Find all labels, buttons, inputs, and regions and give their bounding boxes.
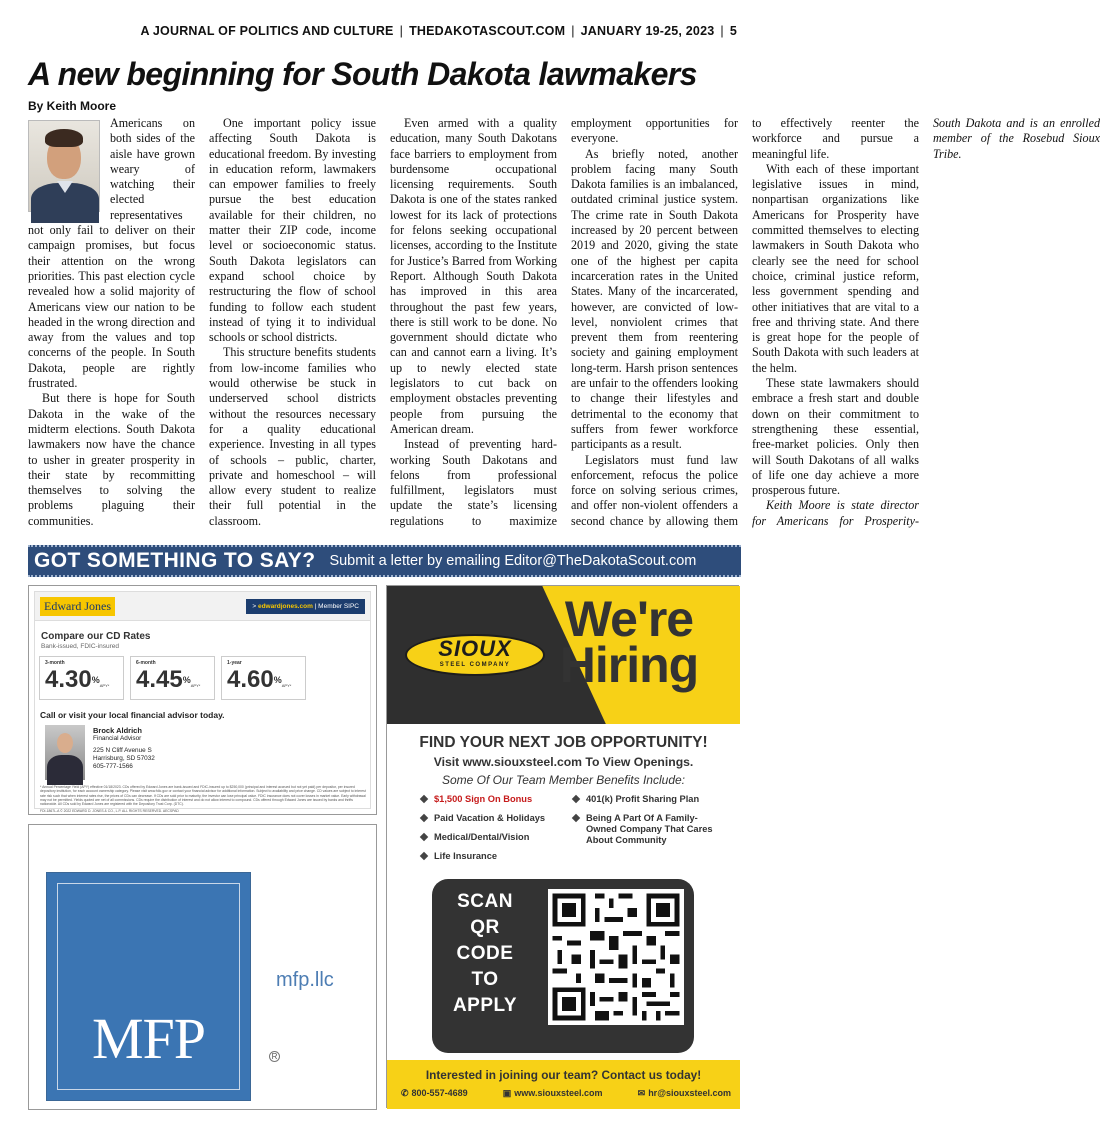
author-photo [28, 120, 100, 212]
edward-jones-ad[interactable] [28, 585, 377, 815]
benefit-item: Life Insurance [421, 851, 581, 862]
site-name: THEDAKOTASCOUT.COM [409, 24, 566, 38]
ej-subtitle: Bank-issued, FDIC-insured [41, 643, 120, 650]
article-paragraph: Instead of preventing hard-working South Dakotans and felons from professional fulfillment, legislators must update the state’s licensing regulations to maximize employment opportunities for everyone. [390, 116, 738, 528]
article-headline: A new beginning for South Dakota lawmakers [28, 56, 697, 92]
masthead: A JOURNAL OF POLITICS AND CULTURE | THEDAKOTASCOUT.COM | JANUARY 19-25, 2023 | 5 [140, 24, 737, 38]
ej-title: Compare our CD Rates [41, 631, 151, 642]
ej-fine-print: * Annual Percentage Yield (APY) effective 01/18/2023. CDs offered by Edward Jones are bank-issued and FDIC-insured up to $250,000 (principal and interest accrued but not yet paid) per depositor, per insured depository institution, for each account ownership category. Please visit www.fdic.gov or contact your financial advisor for additional information. Subject to availability and price change. CD values are subject to interest rate risk such that when interest rates rise, the prices of CDs can decrease. If CDs are sold prior to maturity, the investor can lose principal value. FDIC insurance does not cover losses in market value. Early withdrawal may not be permitted. Yields quoted are net of all commissions. CDs require the distribution of interest and do not allow interest to compound. CDs offered through Edward Jones are issued by banks and thrifts nationwide. All CDs sold by Edward Jones are registered with the Depository Trust Corp. (DTC). FDI-1867L-A © 2022 EDWARD D. JONES & CO., L.P. ALL RIGHTS RESERVED. AECSPAD [40, 785, 366, 814]
benefits-list-left [421, 794, 581, 870]
article-paragraph: With each of these important legislative issues in mind, nonpartisan organizations like Americans for Prosperity have committed themselves to electing lawmakers in South Dakota who clearly see the need for school choice, criminal justice reform, less government spending and other initiatives that are vital to a free and thriving state. And there is great hope for the people of South Dakota with such leaders at the helm. [752, 161, 919, 375]
qr-code[interactable] [548, 889, 684, 1025]
contact-row [401, 1088, 731, 1099]
benefit-item: $1,500 Sign On Bonus [421, 794, 581, 805]
article-paragraph: Americans on both sides of the aisle have grown weary of watching their elected representatives not only fail to deliver on their campaign promises, but focus their attention on the wrong priorities. This past election cycle revealed how a solid majority of Americans view our nation to be headed in the wrong direction and away from the values and top concerns of the people. In South Dakota, people are rightly frustrated. [28, 116, 195, 391]
article-paragraph: Legislators must fund law enforcement, refocus the police force on solving serious crimes, and offer non-violent offenders a second chance by allowing them to effectively reenter the workforce and pursue a meaningful life. [571, 116, 919, 528]
letters-banner [28, 545, 741, 577]
article-byline: By Keith Moore [28, 99, 117, 113]
journal-tagline: A JOURNAL OF POLITICS AND CULTURE [140, 24, 394, 38]
contact-call-to-action: Interested in joining our team? Contact us today! [425, 1068, 702, 1082]
benefit-item: Paid Vacation & Holidays [421, 813, 581, 824]
author-note: Keith Moore is state director for Americans for Prosperity-South Dakota and is an enrolled member of the Rosebud Sioux Tribe. [752, 116, 1100, 528]
hiring-headline: We're Hiring [559, 591, 699, 693]
article-paragraph: Even armed with a quality education, many South Dakotans face barriers to employment from burdensome occupational licensing requirements. South Dakota is one of the states ranked lowest for its lack of protections for felons seeking occupational licenses, according to the Institute for Justice’s Barred from Working Report. Although South Dakota has improved in this area throughout the past few years, there is still work to be done. No government should dictate who can and cannot earn a living. It’s up to newly elected state legislators to cut back on employment obstacles preventing people from pursuing the American dream. [390, 116, 557, 436]
job-headline: FIND YOUR NEXT JOB OPPORTUNITY! [419, 734, 708, 751]
phone-icon: ✆ [401, 1088, 409, 1098]
advisor-photo [45, 725, 85, 780]
issue-date: JANUARY 19-25, 2023 [580, 24, 715, 38]
mfp-ad[interactable] [28, 824, 377, 1110]
article-paragraph: These state lawmakers should embrace a fresh start and double down on their commitment to strengthening these essential, free-market policies. Only then will South Dakotans of all walks of life one day achieve a more prosperous future. [752, 376, 919, 498]
article-paragraph: This structure benefits students from low-income families who would otherwise be stuck in underserved school districts without the resources necessary for a quality educational experience. Investing in all types of schools – public, charter, private and homeschool – will allow every student to realize their full potential in the classroom. [209, 345, 376, 528]
article-paragraph: But there is hope for South Dakota in the wake of the midterm elections. South Dakota lawmakers now have the chance to usher in greater prosperity in their state by recommitting themselves to solving the problems plaguing their communities. [28, 391, 195, 528]
banner-email-text[interactable]: Submit a letter by emailing Editor@TheDakotaScout.com [329, 553, 697, 569]
banner-headline: GOT SOMETHING TO SAY? [34, 549, 316, 572]
benefit-item: Being A Part Of A Family-Owned Company That Cares About Community [573, 813, 723, 846]
cd-rate-1-year: 1-year 4.60%APY* [221, 656, 306, 700]
article-body [28, 116, 1100, 536]
edward-jones-logo: Edward Jones [40, 597, 115, 616]
article-paragraph: As briefly noted, another problem facing many South Dakota families is an imbalanced, outdated criminal justice system. The crime rate in South Dakota increased by 20 percent between 2019 and 2020, giving the state one of the highest per capita incarceration rates in the United States. Many of the incarcerated, however, are convicted of low-level, nonviolent crimes that prevent them from reentering society and gaining employment long-term. Harsh prison sentences are unfair to the offenders looking to change their lifestyles and detrimental to the economy that suffers from fewer workforce participants as a result. [571, 146, 738, 452]
email-contact[interactable]: ✉ hr@siouxsteel.com [637, 1088, 731, 1098]
edward-jones-url[interactable]: > edwardjones.com | Member SIPC [246, 599, 365, 614]
scan-instructions: SCAN QR CODE TO APPLY [452, 891, 518, 1016]
web-icon: ▣ [502, 1088, 512, 1098]
ej-call-to-action: Call or visit your local financial advisor today. [40, 710, 225, 720]
cd-rate-3-month: 3-month 4.30%APY* [39, 656, 124, 700]
web-contact[interactable]: ▣ www.siouxsteel.com [502, 1088, 603, 1098]
cd-rate-6-month: 6-month 4.45%APY* [130, 656, 215, 700]
advisor-info: Brock Aldrich Financial Advisor 225 N Cliff Avenue S Harrisburg, SD 57032 605-777-1566 [93, 726, 155, 770]
mfp-url[interactable]: mfp.llc [276, 969, 334, 991]
benefits-intro: Some Of Our Team Member Benefits Include: [442, 773, 685, 787]
registered-mark: R [269, 1051, 280, 1062]
benefit-item: 401(k) Profit Sharing Plan [573, 794, 723, 805]
mfp-logo: MFP [91, 1006, 206, 1071]
benefits-list-right [573, 794, 723, 854]
sioux-steel-ad[interactable] [386, 585, 739, 1108]
phone-contact[interactable]: ✆ 800-557-4689 [401, 1088, 468, 1098]
qr-panel [432, 879, 694, 1053]
email-icon: ✉ [637, 1088, 646, 1098]
article-paragraph: One important policy issue affecting South Dakota is educational freedom. By investing in education reform, lawmakers can empower families to freely pursue the best education available for their children, no matter their ZIP code, income level or socioeconomic status. South Dakota legislators can expand school choice by restructuring the flow of school funding to follow each student instead of tying it to individual schools or school districts. [209, 116, 376, 345]
page-number: 5 [729, 24, 737, 38]
mfp-logo-box [46, 872, 251, 1101]
visit-text: Visit www.siouxsteel.com To View Openings. [433, 755, 694, 769]
sioux-steel-logo: SIOUX STEEL COMPANY [405, 634, 545, 676]
benefit-item: Medical/Dental/Vision [421, 832, 581, 843]
cd-rates [39, 656, 306, 700]
